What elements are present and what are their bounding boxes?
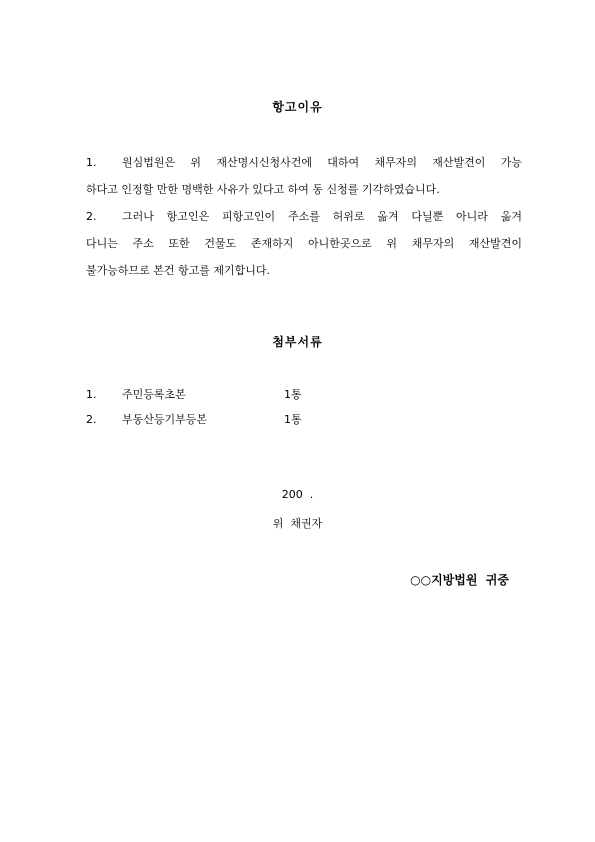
reason-2-line-1 <box>86 203 522 230</box>
reason-2-line-2: 다니는 주소 또한 건물도 존재하지 아니한곳으로 위 채무자의 재산발견이 <box>86 237 522 250</box>
filing-date: 200 . <box>281 488 314 501</box>
reason-1-number: 1. <box>86 156 97 169</box>
court-addressee: ○○지방법원 귀중 <box>410 573 509 587</box>
attachment-2-number: 2. <box>86 413 97 426</box>
appeal-reasons-title: 항고이유 <box>272 100 323 114</box>
attachment-1-name: 주민등록초본 <box>122 388 186 401</box>
signer-line: 위 채권자 <box>272 517 323 530</box>
attachment-2-name: 부동산등기부등본 <box>122 413 208 426</box>
attachments-title: 첨부서류 <box>272 335 323 349</box>
reason-2-number: 2. <box>86 210 97 223</box>
reason-1-line-1 <box>86 149 522 176</box>
reason-2-text-1: 그러나 항고인은 피항고인이 주소를 허위로 옮겨 다닐뿐 아니라 옮겨 <box>122 210 522 223</box>
attachment-1-number: 1. <box>86 388 97 401</box>
reason-1-text-1: 원심법원은 위 재산명시신청사건에 대하여 채무자의 재산발견이 가능 <box>122 156 522 169</box>
attachment-1-qty: 1통 <box>284 388 302 401</box>
reason-1-line-2: 하다고 인정할 만한 명백한 사유가 있다고 하여 동 신청를 기각하였습니다. <box>86 183 440 196</box>
attachment-2-qty: 1통 <box>284 413 302 426</box>
reason-2-line-3: 불가능하므로 본건 항고를 제기합니다. <box>86 264 271 277</box>
